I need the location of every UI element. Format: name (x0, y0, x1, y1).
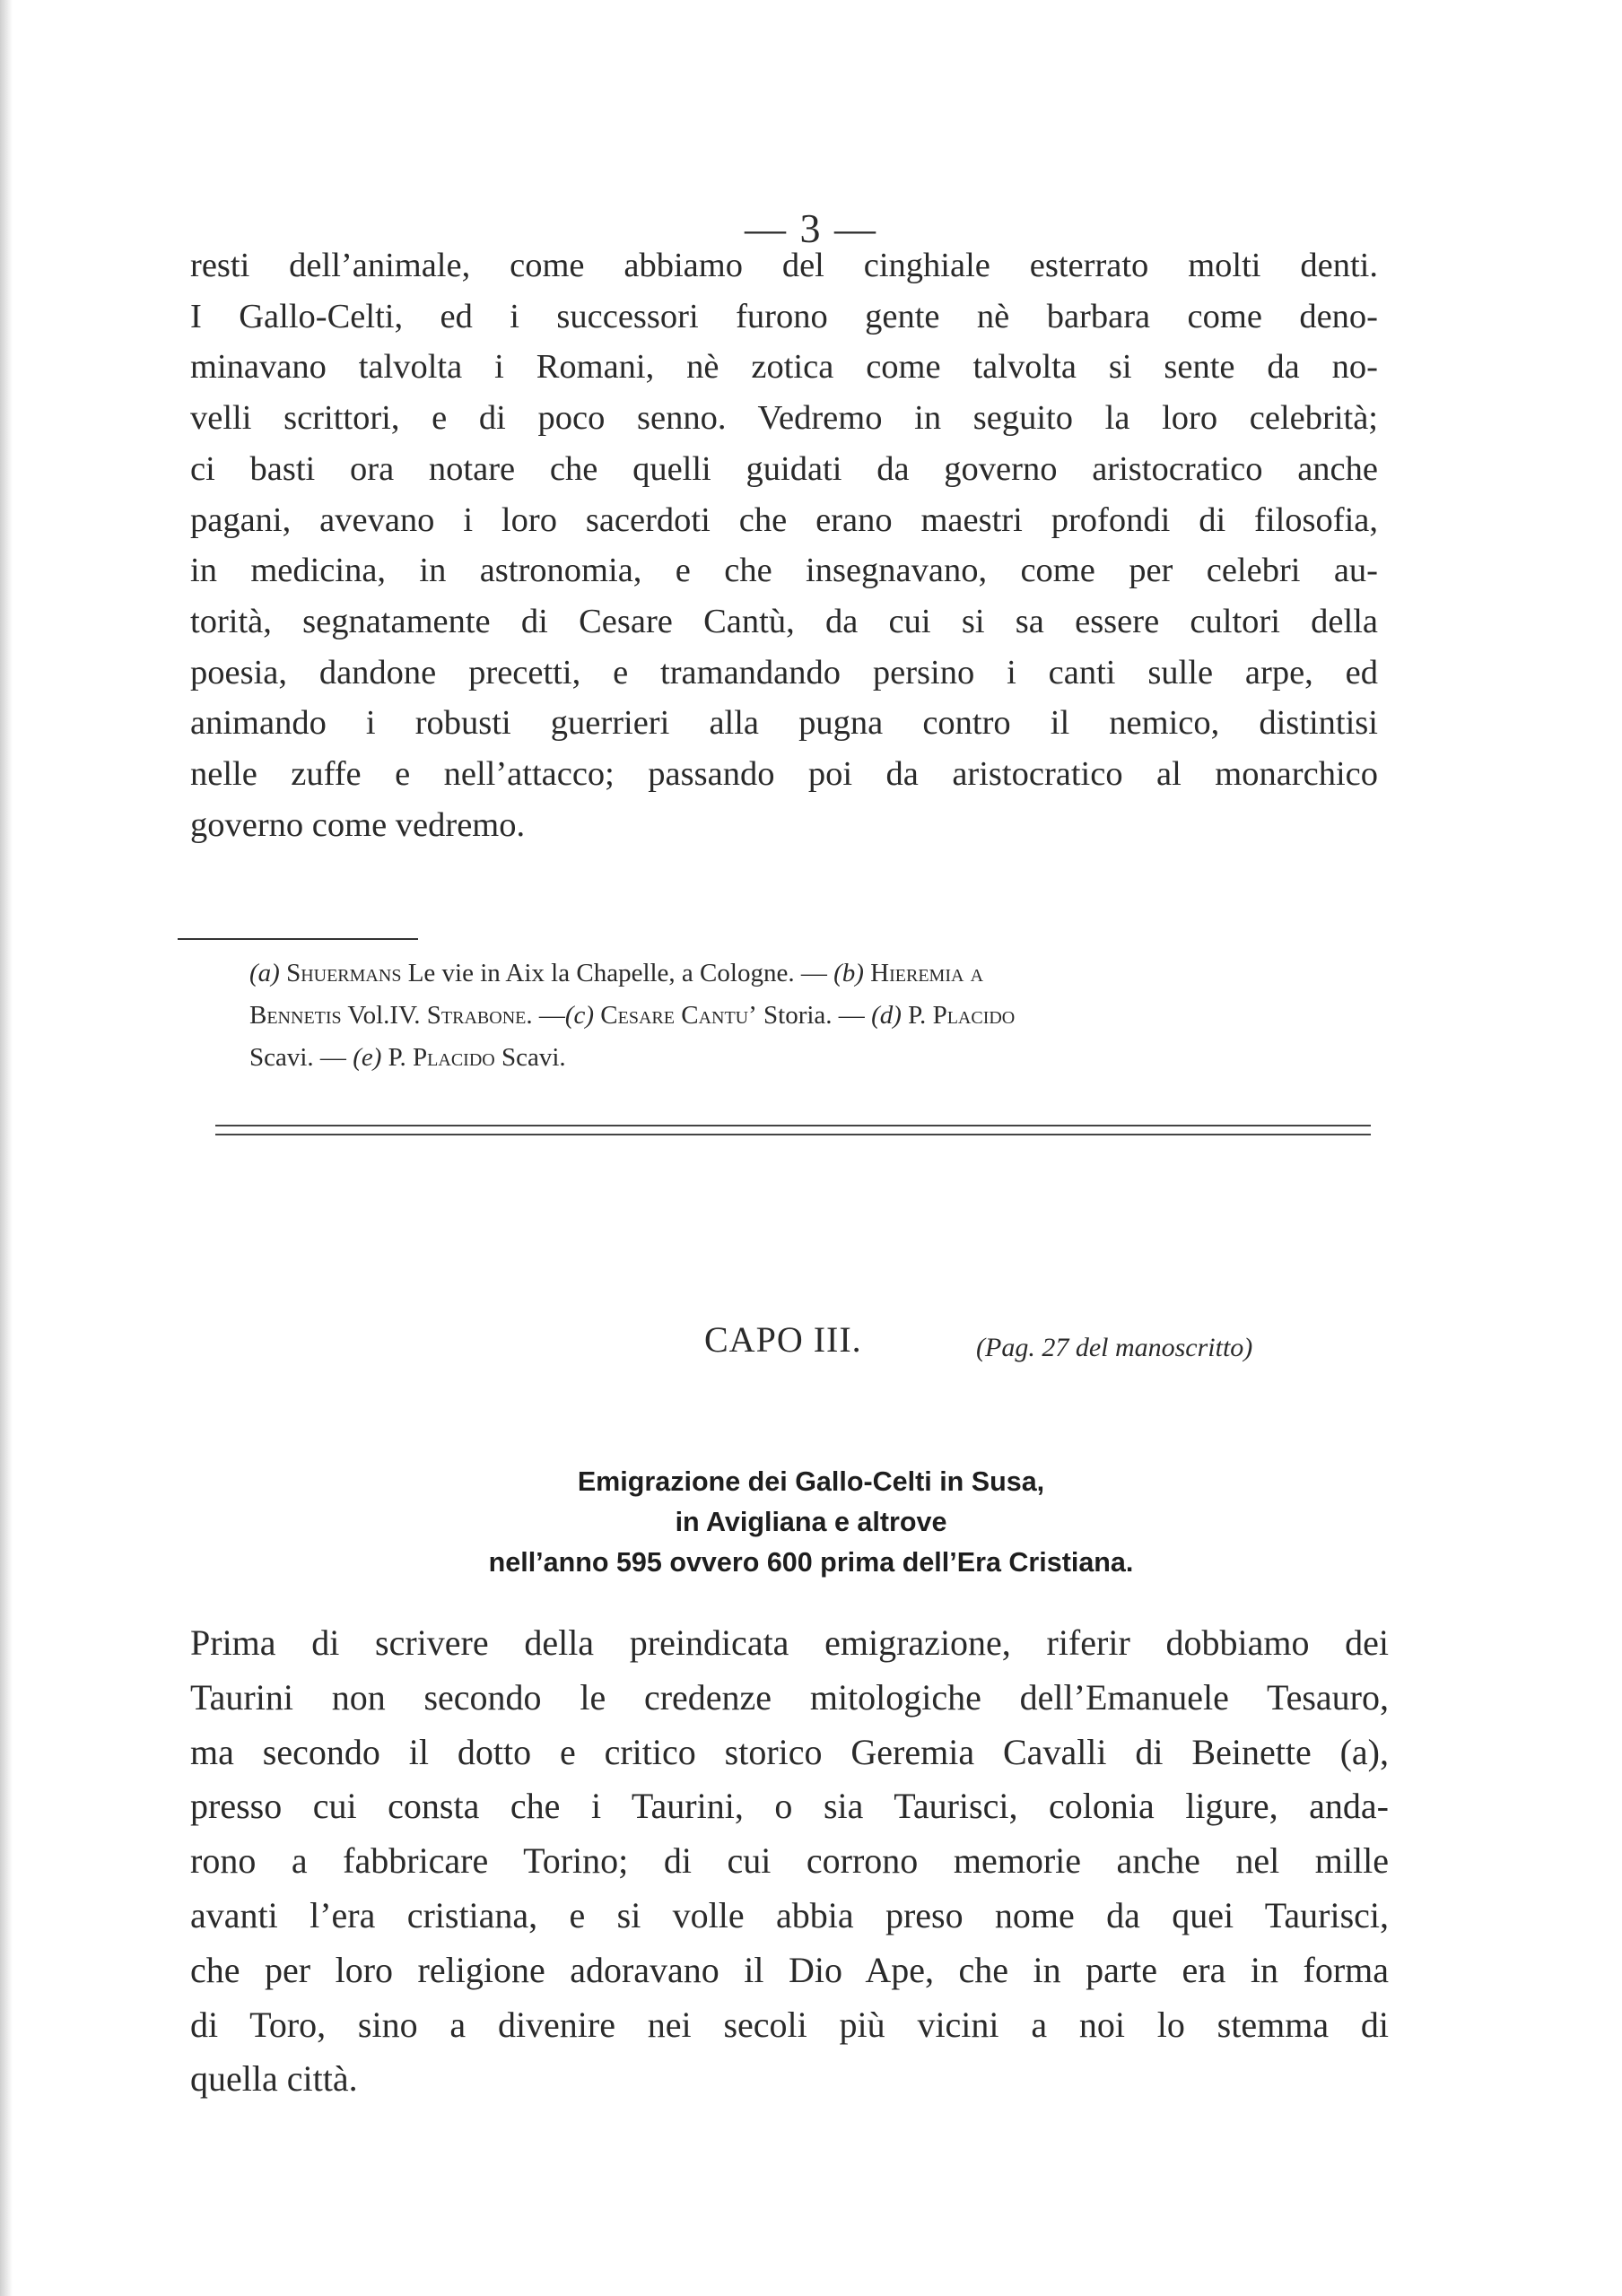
text-line: di Toro, sino a divenire nei secoli più vicini a noi lo stemma di (190, 2004, 1389, 2045)
footnote-dash: — (538, 1001, 565, 1030)
page-edge-shadow (0, 0, 13, 2296)
footnote-text: Le vie in Aix la Chapelle, a Cologne. — (407, 959, 827, 987)
text-line: che per loro religione adoravano il Dio Ape, che in parte era in forma (190, 1949, 1389, 1990)
text-line: Prima di scrivere della preindicata emigrazione, riferir dobbiamo dei (190, 1622, 1389, 1663)
heading-line: Emigrazione dei Gallo-Celti in Susa, (577, 1466, 1045, 1497)
text-line: governo come vedremo. (190, 805, 526, 844)
page-number: — 3 — (745, 205, 877, 251)
footnote-mark-b: (b) (833, 959, 864, 987)
text-line: I Gallo-Celti, ed i successori furono gente nè barbara come deno- (190, 297, 1378, 335)
footnote-rule (178, 938, 418, 940)
text-line: rono a fabbricare Torino; di cui corrono memorie anche nel mille (190, 1840, 1389, 1882)
text-line: torità, segnatamente di Cesare Cantù, da cui si sa essere cultori della (190, 602, 1378, 640)
body-paragraph-2 (190, 1616, 1389, 2107)
text-line: Taurini non secondo le credenze mitologiche dell’Emanuele Tesauro, (190, 1676, 1389, 1718)
text-line: animando i robusti guerrieri alla pugna contro il nemico, distintisi (190, 704, 1378, 743)
footnote-text: Vol.IV. (347, 1001, 421, 1030)
text-line: resti dell’animale, come abbiamo del cinghiale esterrato molti denti. (190, 247, 1378, 284)
footnote-author: Hieremia a (870, 959, 984, 987)
text-line: presso cui consta che i Taurini, o sia Taurisci, colonia ligure, anda- (190, 1786, 1389, 1827)
text-line: velli scrittori, e di poco senno. Vedremo in seguito la loro celebrità; (190, 399, 1378, 438)
manuscript-reference: (Pag. 27 del manoscritto) (976, 1333, 1253, 1362)
footnote-author: Strabone. (426, 1001, 533, 1030)
section-separator (215, 1125, 1371, 1135)
footnote-author: Cesare Cantu’ (600, 1001, 757, 1030)
text-line: minavano talvolta i Romani, nè zotica come talvolta si sente da no- (190, 348, 1378, 387)
text-line: avanti l’era cristiana, e si volle abbia preso nome da quei Taurisci, (190, 1894, 1389, 1935)
footnote-mark-e: (e) (353, 1043, 382, 1072)
footnote-author-initial: P. (908, 1001, 927, 1030)
body-paragraph-1 (190, 240, 1378, 850)
text-line: quella città. (190, 2058, 358, 2100)
footnote-line (249, 1037, 1317, 1079)
footnote-author: Placido (413, 1043, 495, 1072)
footnote-text: Storia. — (763, 1001, 865, 1030)
footnote-line (249, 995, 1317, 1037)
footnotes (249, 952, 1317, 1079)
footnote-author-initial: P. (388, 1043, 406, 1072)
text-line: poesia, dandone precetti, e tramandando persino i canti sulle arpe, ed (190, 653, 1378, 691)
chapter-title: CAPO III. (704, 1319, 862, 1360)
footnote-author: Placido (932, 1001, 1016, 1030)
text-line: in medicina, in astronomia, e che insegnavano, come per celebri au- (190, 552, 1378, 590)
footnote-author: Shuermans (286, 959, 402, 987)
footnote-mark-a: (a) (249, 959, 280, 987)
heading-line: in Avigliana e altrove (675, 1507, 947, 1537)
footnote-text: Scavi. — (249, 1043, 346, 1072)
text-line: nelle zuffe e nell’attacco; passando poi da aristocratico al monarchico (190, 755, 1378, 794)
chapter-heading (0, 1462, 1622, 1583)
footnote-line (249, 952, 1317, 995)
footnote-text: Scavi. (501, 1043, 566, 1072)
text-line: ma secondo il dotto e critico storico Geremia Cavalli di Beinette (a), (190, 1731, 1389, 1772)
heading-line: nell’anno 595 ovvero 600 prima dell’Era Cristiana. (488, 1547, 1134, 1578)
text-line: ci basti ora notare che quelli guidati da governo aristocratico anche (190, 449, 1378, 488)
text-line: pagani, avevano i loro sacerdoti che erano maestri profondi di filosofia, (190, 500, 1378, 539)
footnote-mark-d: (d) (871, 1001, 902, 1030)
footnote-author: Bennetis (249, 1001, 342, 1030)
footnote-mark-c: (c) (564, 1001, 595, 1030)
